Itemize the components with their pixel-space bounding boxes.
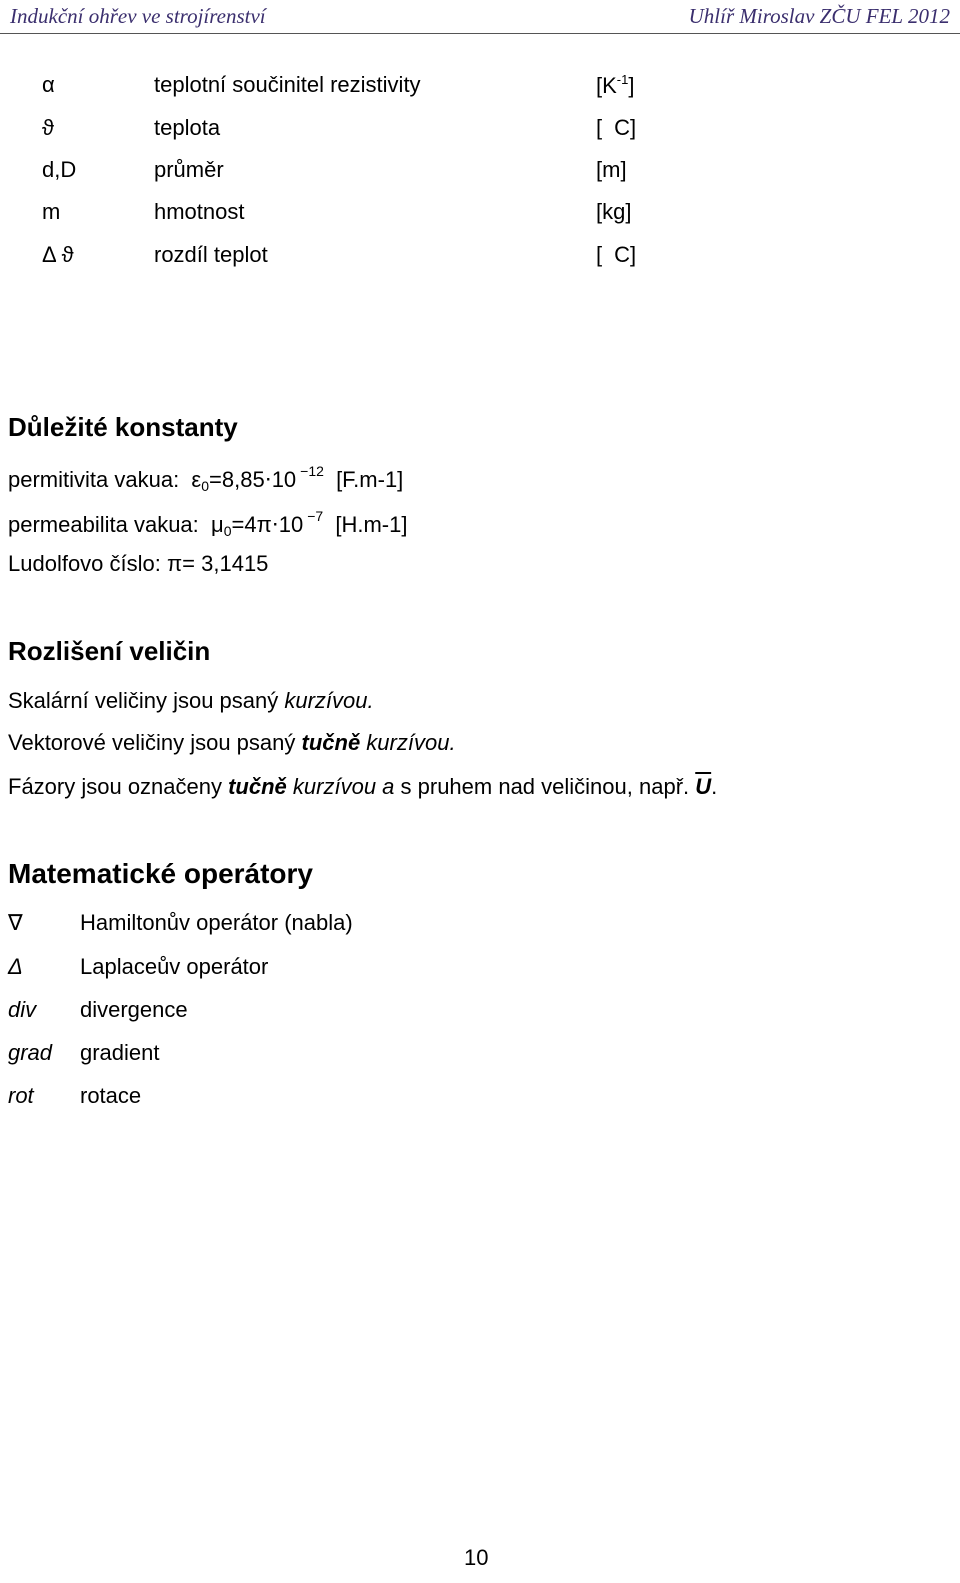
symbol-unit: [ C] xyxy=(596,242,637,267)
operator-symbol: rot xyxy=(8,1083,34,1108)
symbol-name: teplota xyxy=(154,115,221,140)
operator-row xyxy=(0,1083,600,1113)
page-header xyxy=(0,0,960,34)
permittivity-line: permitivita vakua: $\varepsilon_0=8,85\cdot 10$ $^{-12}$ [F.m-1] xyxy=(8,463,404,494)
symbol-name: teplotní součinitel rezistivity xyxy=(154,72,421,97)
page-number: 10 xyxy=(464,1545,489,1570)
header-title: Indukční ohřev ve strojírenství xyxy=(10,4,266,28)
symbol-name: hmotnost xyxy=(154,199,245,224)
operator-symbol: ∇ xyxy=(8,910,23,935)
operators-heading: Matematické operátory xyxy=(8,858,314,889)
symbol: ϑ xyxy=(42,115,55,140)
operator-row xyxy=(0,954,600,984)
operator-name: rotace xyxy=(80,1083,142,1108)
header-divider xyxy=(0,33,960,34)
operator-name: gradient xyxy=(80,1040,160,1065)
ludolf-line: Ludolfovo číslo: π= 3,1415 xyxy=(8,551,269,576)
distinction-heading: Rozlišení veličin xyxy=(8,636,211,666)
operator-row xyxy=(0,997,600,1027)
symbol-unit: [kg] xyxy=(596,199,632,224)
phasor-line: Fázory jsou označeny tučně kurzívou a s pruhem nad veličinou, např. $\overline{U}$. xyxy=(8,774,718,799)
operator-name: Laplaceův operátor xyxy=(80,954,269,979)
symbol: Δ ϑ xyxy=(42,242,74,267)
symbol: α xyxy=(42,72,55,97)
operator-name: Hamiltonův operátor (nabla) xyxy=(80,910,353,935)
symbol-row xyxy=(0,242,960,272)
operator-row xyxy=(0,1040,600,1070)
permeability-line: permeabilita vakua: $\mu_0=4\pi\cdot 10$ $^{-7}$ [H.m-1] xyxy=(8,508,408,539)
symbol-unit: $[K^{-1}]$ xyxy=(596,72,635,98)
symbol-unit: [ C] xyxy=(596,115,637,140)
operator-name: divergence xyxy=(80,997,188,1022)
operator-symbol: Δ xyxy=(8,954,23,979)
operator-row xyxy=(0,910,600,940)
symbol-row xyxy=(0,199,960,229)
symbol-row xyxy=(0,157,960,187)
phasor-symbol: $\overline{U}$ xyxy=(695,774,712,799)
symbol-row xyxy=(0,115,960,145)
operator-symbol: grad xyxy=(8,1040,53,1065)
symbol-name: průměr xyxy=(154,157,224,182)
constants-heading: Důležité konstanty xyxy=(8,412,238,442)
vector-line: Vektorové veličiny jsou psaný tučně kurzívou. xyxy=(8,730,456,755)
symbol-name: rozdíl teplot xyxy=(154,242,268,267)
symbol-unit: [m] xyxy=(596,157,627,182)
operator-symbol: div xyxy=(8,997,37,1022)
symbol-row xyxy=(0,72,960,102)
header-author: Uhlíř Miroslav ZČU FEL 2012 xyxy=(688,4,950,28)
symbol: d,D xyxy=(42,157,77,182)
symbol: m xyxy=(42,199,61,224)
scalar-line: Skalární veličiny jsou psaný kurzívou. xyxy=(8,688,374,713)
